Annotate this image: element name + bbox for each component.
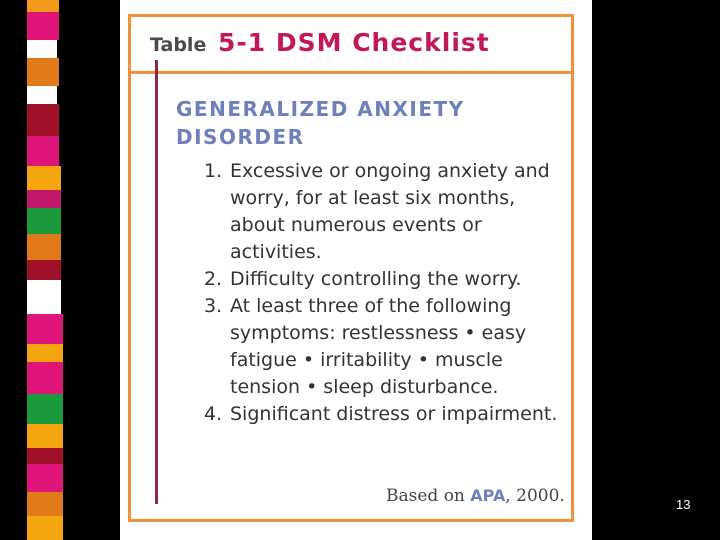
decorative-color-stripe: [27, 0, 67, 540]
item-text: Difficulty controlling the worry.: [230, 268, 522, 290]
criteria-list: [204, 158, 574, 428]
source-credit: [386, 486, 565, 506]
slide-page-number: 13: [676, 497, 691, 512]
list-item: [204, 401, 574, 428]
list-item: [204, 266, 574, 293]
item-number: 4.: [204, 403, 223, 425]
item-number: 3.: [204, 295, 223, 317]
header-divider: [128, 71, 574, 74]
slide-panel: [120, 0, 592, 540]
list-item: [204, 158, 574, 266]
table-title: 5-1 DSM Checklist: [218, 28, 490, 57]
item-text: At least three of the following symptoms: restlessness • easy fatigue • irritability • muscle tension • sleep disturbance.: [230, 295, 527, 398]
checklist-heading: GENERALIZED ANXIETY DISORDER: [176, 97, 465, 149]
item-number: 2.: [204, 268, 223, 290]
item-text: Significant distress or impairment.: [230, 403, 558, 425]
credit-suffix: , 2000.: [505, 486, 565, 506]
list-item: [204, 293, 574, 401]
item-text: Excessive or ongoing anxiety and worry, for at least six months, about numerous events or activities.: [230, 160, 550, 263]
left-rule: [155, 60, 158, 504]
item-number: 1.: [204, 160, 223, 182]
credit-source: APA: [470, 486, 506, 505]
credit-prefix: Based on: [386, 486, 471, 506]
table-label: Table: [150, 34, 207, 56]
